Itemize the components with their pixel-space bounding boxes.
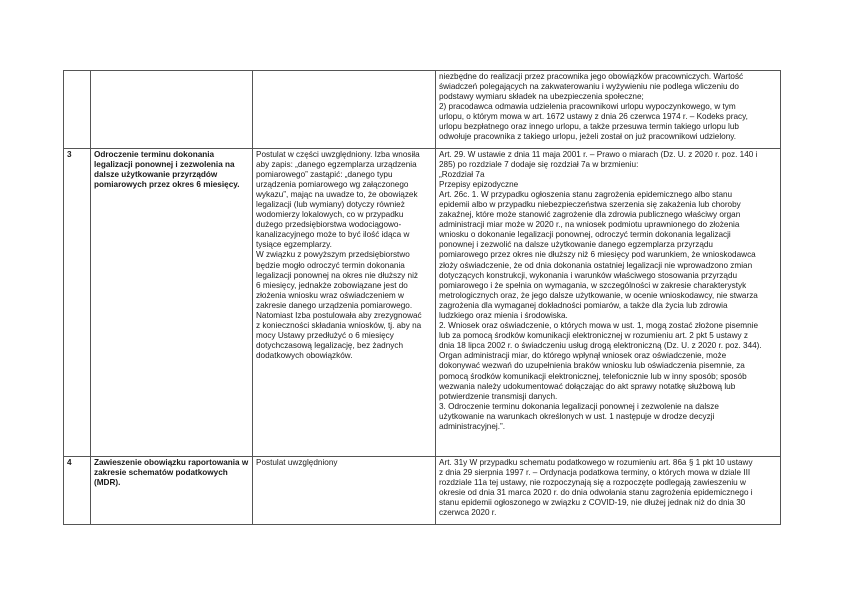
- position-line: legalizacji ponownej na okres nie dłuższy niż: [256, 270, 419, 280]
- legal-text-line: pomiarowego i że spełnia on wymagania, w szczególności w zakresie charakterystyk: [439, 280, 747, 290]
- legal-text-line: administracyjnej.”.: [439, 422, 505, 432]
- position-line: 6 miesięcy, jednakże zobowiązane jest do: [256, 280, 408, 290]
- legal-text-line: rozdziale 11a tej ustawy, nie rozpoczynają się a rozpoczęte podlegają zawieszeniu w: [439, 477, 746, 487]
- legal-text-line: zakaźnej, które może stanowić zagrożenie dla zdrowia publicznego właściwy organ: [439, 210, 741, 220]
- legal-text-line: urlopu, o którym mowa w art. 1672 ustawy z dnia 26 czerwca 1974 r. – Kodeks pracy,: [439, 111, 748, 121]
- position-line: będzie mogło odroczyć termin dokonania: [256, 260, 405, 270]
- row-position-cell: [253, 457, 436, 525]
- row-number: 4: [67, 457, 72, 467]
- legal-text-line: urlopu bezpłatnego oraz innego urlopu, a także przesuwa termin takiego urlopu lub: [439, 121, 739, 131]
- legal-text-line: 3. Odroczenie terminu dokonania legalizacji ponownej i zezwolenie na dalsze: [439, 401, 719, 411]
- legal-text-line: metrologicznych oraz, że jego dalsze użytkowanie, w ocenie wnioskodawcy, nie stwarza: [439, 290, 758, 300]
- legal-text-line: 285) po rozdziale 7 dodaje się rozdział 7a w brzmieniu:: [439, 159, 639, 169]
- position-line: zakresie danego urządzenia pomiarowego.: [256, 300, 413, 310]
- legal-text-line: wniosku o dokonanie legalizacji ponownej, odroczyć termin dokonania legalizacji: [439, 230, 731, 240]
- row-title-line: legalizacji ponownej i zezwolenia na: [94, 159, 235, 169]
- position-line: W związku z powyższym przedsiębiorstwo: [256, 250, 410, 260]
- legal-text-line: „Rozdział 7a: [439, 169, 485, 179]
- row-title-line: Zawieszenie obowiązku raportowania w: [94, 457, 249, 467]
- legal-text-line: stanu epidemii ogłoszonego w związku z COVID-19, nie dłużej jednak niż do dnia 30: [439, 497, 746, 507]
- legal-text-line: Art. 26c. 1. W przypadku ogłoszenia stanu zagrożenia epidemicznego albo stanu: [439, 189, 733, 199]
- legal-text-line: ponownej i zezwolić na dalsze użytkowanie danego egzemplarza przyrządu: [439, 240, 713, 250]
- position-line: wodomierzy lokalowych, co w przypadku: [256, 210, 404, 220]
- row-number: 3: [67, 149, 72, 159]
- row-title-line: (MDR).: [94, 477, 121, 487]
- legal-text-line: dotyczących konstrukcji, wykonania i warunków właściwego stosowania przyrządu: [439, 270, 738, 280]
- row-title-cell: [91, 149, 253, 457]
- position-line: wykazu”, mając na uwadze to, że obowiązek: [256, 189, 418, 199]
- row-legal-text-cell: [436, 71, 781, 149]
- position-line: tysiące egzemplarzy.: [256, 240, 332, 250]
- position-line: mocy Ustawy przedłużyć o 6 miesięcy: [256, 331, 394, 341]
- position-line: złożenia wniosku wraz oświadczeniem w: [256, 290, 404, 300]
- row-number-cell: [64, 149, 91, 457]
- legal-text-line: ludzkiego oraz mienia i środowiska.: [439, 311, 568, 320]
- legal-text-line: 2) pracodawca odmawia udzielenia pracownikowi urlopu wypoczynkowego, w tym: [439, 101, 736, 111]
- row-title-line: dalsze użytkowanie przyrządów: [94, 169, 218, 179]
- legal-text-line: świadczeń polegających na zakwaterowaniu i wyżywieniu nie podlega wliczeniu do: [439, 81, 739, 91]
- row-title-cell: [91, 71, 253, 149]
- row-title-line: Odroczenie terminu dokonania: [94, 149, 215, 159]
- legal-text-line: z dnia 29 sierpnia 1997 r. – Ordynacja podatkowa terminy, o których mowa w dziale III: [439, 467, 751, 477]
- legal-text-line: odwołuje pracownika z takiego urlopu, jeżeli został on już pracownikowi udzielony.: [439, 132, 737, 142]
- legal-text-line: wezwania należy udokumentować dołączając do akt sprawy notatkę służbową lub: [439, 381, 736, 391]
- legal-text-line: administracji miar może w 2020 r., na wniosek podmiotu uprawnionego do złożenia: [439, 220, 740, 230]
- legal-text-line: dokonywać wezwań do uzupełnienia braków wniosku lub oświadczenia pisemnie, za: [439, 361, 745, 371]
- position-line: urządzenia pomiarowego wg załączonego: [256, 179, 409, 189]
- legal-text-line: okresie od dnia 31 marca 2020 r. do dnia odwołania stanu zagrożenia epidemicznego i: [439, 487, 753, 497]
- position-line: kanalizacyjnego może to być ilość idąca w: [256, 230, 410, 240]
- position-line: pomiarowego” zastąpić: „danego typu: [256, 169, 393, 179]
- legal-text-line: potwierdzenie transmisji danych.: [439, 391, 558, 401]
- legal-text-line: użytkowanie na warunkach określonych w ust. 1 następuje w drodze decyzji: [439, 411, 715, 421]
- legal-text-line: epidemii albo w przypadku niebezpieczeństwa szerzenia się zakażenia lub choroby: [439, 199, 741, 209]
- legal-text-line: złoży oświadczenie, że od dnia dokonania ostatniej legalizacji nie wprowadzono zmian: [439, 260, 753, 270]
- legal-text-line: lub za pomocą środków komunikacji elektronicznej w rozumieniu art. 2 pkt 5 ustawy z: [439, 331, 748, 341]
- position-line: dotychczasową legalizację, bez żadnych: [256, 341, 404, 351]
- legal-text-line: Przepisy epizodyczne: [439, 179, 519, 189]
- table-row: [64, 71, 781, 149]
- legal-text-line: Organ administracji miar, do którego wpłynął wniosek oraz oświadczenie, może: [439, 351, 727, 361]
- row-title-line: pomiarowych przez okres 6 miesięcy.: [94, 179, 240, 189]
- legal-text-line: niezbędne do realizacji przez pracownika jego obowiązków pracowniczych. Wartość: [439, 71, 744, 81]
- row-position-cell: [253, 149, 436, 457]
- legal-text-line: czerwca 2020 r.: [439, 507, 497, 517]
- table-row: [64, 457, 781, 525]
- consultation-table: [63, 70, 781, 525]
- row-legal-text-cell: [436, 457, 781, 525]
- row-title-cell: [91, 457, 253, 525]
- legal-text-line: Art. 31y W przypadku schematu podatkowego w rozumieniu art. 86a § 1 pkt 10 ustawy: [439, 457, 753, 467]
- position-line: aby zapis: „danego egzemplarza urządzenia: [256, 159, 417, 169]
- legal-text-line: pomiarowego przez okres nie dłuższy niż 6 miesięcy pod warunkiem, że wnioskodawca: [439, 250, 756, 260]
- row-number-cell: [64, 71, 91, 149]
- row-legal-text-cell: [436, 149, 781, 457]
- table-row: [64, 149, 781, 457]
- position-line: dodatkowych obowiązków.: [256, 351, 353, 361]
- position-line: z konieczności składania wniosków, tj. aby na: [256, 321, 422, 331]
- legal-text-line: podstawy wymiaru składek na ubezpieczenia społeczne;: [439, 91, 644, 101]
- legal-text-line: 2. Wniosek oraz oświadczenie, o których mowa w ust. 1, mogą zostać złożone pisemnie: [439, 321, 759, 331]
- row-title-line: zakresie schematów podatkowych: [94, 467, 228, 477]
- legal-text-line: Art. 29. W ustawie z dnia 11 maja 2001 r. – Prawo o miarach (Dz. U. z 2020 r. poz. 140 i: [439, 149, 758, 159]
- position-line: Postulat uwzględniony: [256, 457, 338, 467]
- legal-text-line: zagrożenia dla wymaganej dokładności pomiarów, a także dla życia lub zdrowia: [439, 300, 728, 310]
- row-number-cell: [64, 457, 91, 525]
- position-line: Natomiast Izba postulowała aby zrezygnować: [256, 311, 422, 320]
- position-line: legalizacji (lub wymiany) dotyczy również: [256, 199, 405, 209]
- position-line: Postulat w części uwzględniony. Izba wnosiła: [256, 149, 420, 159]
- legal-text-line: pomocą środków komunikacji elektronicznej, telefonicznie lub w inny sposób; sposób: [439, 371, 747, 381]
- legal-text-line: dnia 18 lipca 2002 r. o świadczeniu usług drogą elektroniczną (Dz. U. z 2020 r. poz. 344).: [439, 341, 762, 351]
- row-position-cell: [253, 71, 436, 149]
- position-line: dużego przedsiębiorstwa wodociągowo-: [256, 220, 402, 230]
- table-body: [64, 71, 781, 525]
